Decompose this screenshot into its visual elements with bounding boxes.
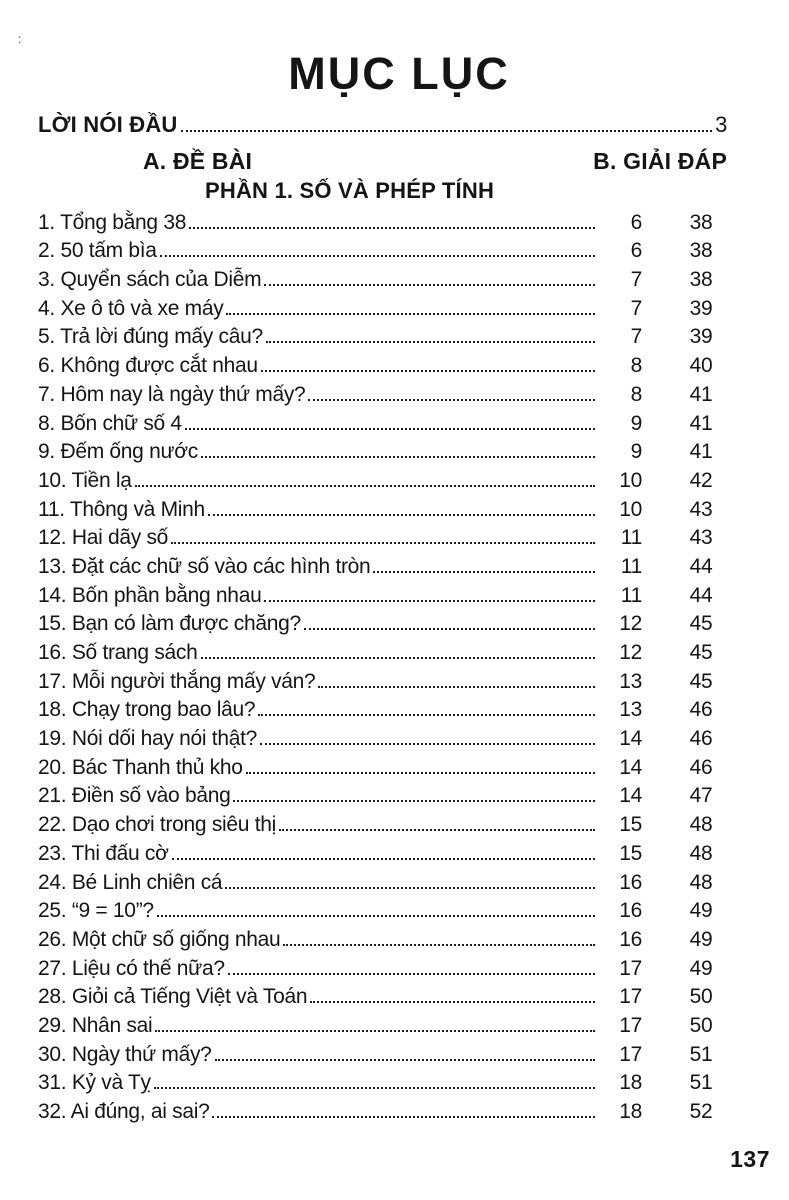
dot-leader	[261, 370, 595, 372]
toc-entry-label: 18. Chạy trong bao lâu?	[38, 698, 256, 722]
problem-page-number: 9	[630, 440, 642, 464]
answer-page-number: 50	[689, 1013, 713, 1037]
toc-entry-label: 4. Xe ô tô và xe máy	[38, 296, 224, 320]
answer-page-number: 51	[689, 1042, 713, 1066]
folio-page-number: 137	[730, 1146, 770, 1172]
dot-leader	[157, 915, 595, 917]
toc-entry-row	[38, 1069, 760, 1098]
toc-entry-label: 15. Bạn có làm được chăng?	[38, 612, 301, 636]
problem-page-number: 17	[619, 1042, 642, 1066]
answer-page-number: 44	[689, 583, 713, 607]
answer-page-number: 46	[689, 727, 713, 751]
answer-page-number: 47	[689, 784, 713, 808]
problem-page-number: 7	[630, 268, 642, 292]
toc-entry-label: 9. Đếm ống nước	[38, 440, 198, 464]
toc-entry-label: 7. Hôm nay là ngày thứ mấy?	[38, 382, 306, 406]
answer-page-number: 49	[689, 899, 713, 923]
toc-entry-row	[38, 381, 760, 410]
answer-page-number: 40	[689, 354, 713, 378]
dot-leader	[260, 743, 595, 745]
answer-page-number: 38	[689, 239, 713, 263]
toc-entry-label: 21. Điền số vào bảng	[38, 784, 231, 808]
toc-entry-row	[38, 668, 760, 697]
toc-entry-row	[38, 840, 760, 869]
toc-entry-label: 28. Giỏi cả Tiếng Việt và Toán	[38, 985, 308, 1009]
toc-entry-row	[38, 955, 760, 984]
toc-entry-label: 26. Một chữ số giống nhau	[38, 927, 281, 951]
toc-entry-label: 25. “9 = 10”?	[38, 899, 154, 923]
problem-page-number: 18	[619, 1100, 642, 1123]
toc-entry-row	[38, 496, 760, 525]
toc-entry-row	[38, 209, 760, 238]
answer-page-number: 43	[689, 497, 713, 521]
dot-leader	[225, 887, 595, 889]
toc-entry-label: 11. Thông và Minh	[38, 497, 205, 521]
dot-leader	[233, 800, 595, 802]
answer-page-number: 45	[689, 612, 713, 636]
toc-entry-label: 16. Số trang sách	[38, 641, 198, 664]
dot-leader	[201, 456, 595, 458]
toc-entry-label: 30. Ngày thứ mấy?	[38, 1042, 212, 1066]
problem-page-number: 8	[630, 382, 642, 406]
dot-leader	[264, 284, 595, 286]
dot-leader	[264, 600, 595, 602]
toc-entry-label: 32. Ai đúng, ai sai?	[38, 1100, 210, 1123]
toc-entry-row	[38, 1012, 760, 1041]
toc-entry-label: 14. Bốn phần bằng nhau	[38, 583, 262, 607]
problem-page-number: 17	[619, 1013, 642, 1037]
dot-leader	[185, 428, 595, 430]
dot-leader	[226, 313, 595, 315]
toc-entry-label: 8. Bốn chữ số 4	[38, 411, 182, 435]
problem-page-number: 18	[619, 1071, 642, 1095]
problem-page-number: 12	[619, 612, 642, 636]
toc-entry-label: 2. 50 tấm bìa	[38, 239, 157, 263]
answer-page-number: 48	[689, 870, 713, 894]
dot-leader	[279, 829, 595, 831]
problem-page-number: 17	[619, 956, 642, 980]
toc-entry-row	[38, 295, 760, 324]
problem-page-number: 13	[619, 669, 642, 693]
toc-entry-label: 24. Bé Linh chiên cá	[38, 870, 223, 894]
problem-page-number: 9	[630, 411, 642, 435]
dot-leader	[246, 772, 595, 774]
answer-page-number: 49	[689, 956, 713, 980]
problem-page-number: 16	[619, 899, 642, 923]
toc-entry-list	[38, 209, 760, 1127]
problem-page-number: 7	[630, 296, 642, 320]
problem-page-number: 10	[619, 468, 642, 492]
toc-entry-label: 27. Liệu có thế nữa?	[38, 956, 225, 980]
problem-page-number: 11	[620, 526, 642, 550]
problem-page-number: 16	[619, 870, 642, 894]
answer-page-number: 45	[689, 669, 713, 693]
dot-leader	[283, 944, 595, 946]
toc-entry-label: 12. Hai dãy số	[38, 526, 169, 550]
column-header-problems: A. ĐỀ BÀI	[143, 147, 253, 174]
problem-page-number: 13	[619, 698, 642, 722]
answer-page-number: 48	[689, 813, 713, 837]
dot-leader	[171, 542, 595, 544]
toc-entry-label: 31. Kỷ và Tỵ	[38, 1071, 151, 1095]
answer-page-number: 43	[689, 526, 713, 550]
toc-entry-label: 6. Không được cắt nhau	[38, 354, 258, 378]
toc-entry-row	[38, 983, 760, 1012]
dot-leader	[189, 227, 595, 229]
dot-leader	[135, 485, 595, 487]
answer-page-number: 51	[689, 1071, 713, 1095]
dot-leader	[258, 714, 595, 716]
answer-page-number: 42	[689, 468, 713, 492]
problem-page-number: 14	[619, 727, 642, 751]
column-header-answers: B. GIẢI ĐÁP	[593, 147, 727, 174]
toc-entry-label: 29. Nhân sai	[38, 1013, 153, 1037]
problem-page-number: 15	[619, 813, 642, 837]
toc-entry-row	[38, 754, 760, 783]
preface-page-number: 3	[715, 112, 727, 137]
problem-page-number: 8	[630, 354, 642, 378]
dot-leader	[155, 1030, 595, 1032]
toc-entry-row	[38, 610, 760, 639]
dot-leader	[208, 514, 595, 516]
toc-entry-label: 19. Nói dối hay nói thật?	[38, 727, 257, 751]
problem-page-number: 15	[619, 841, 642, 865]
answer-page-number: 41	[689, 440, 713, 464]
answer-page-number: 46	[689, 698, 713, 722]
problem-page-number: 6	[630, 239, 642, 263]
dot-leader	[215, 1059, 595, 1061]
toc-entry-row	[38, 438, 760, 467]
answer-page-number: 44	[689, 554, 713, 578]
toc-entry-row	[38, 410, 760, 439]
answer-page-number: 50	[689, 985, 713, 1009]
toc-entry-row	[38, 582, 760, 611]
problem-page-number: 6	[630, 210, 642, 234]
dot-leader	[304, 628, 595, 630]
answer-page-number: 41	[689, 382, 713, 406]
dot-leader	[212, 1116, 595, 1118]
answer-page-number: 46	[689, 755, 713, 779]
problem-page-number: 11	[620, 583, 642, 607]
answer-page-number: 48	[689, 841, 713, 865]
dot-leader	[201, 657, 595, 659]
problem-page-number: 14	[619, 784, 642, 808]
toc-entry-label: 17. Mỗi người thắng mấy ván?	[38, 669, 316, 693]
toc-entry-label: 22. Dạo chơi trong siêu thị	[38, 813, 276, 837]
problem-page-number: 10	[619, 497, 642, 521]
toc-entry-row	[38, 266, 760, 295]
dot-leader	[160, 255, 595, 257]
answer-page-number: 39	[689, 296, 713, 320]
problem-page-number: 14	[619, 755, 642, 779]
toc-entry-row	[38, 869, 760, 898]
answer-page-number: 41	[689, 411, 713, 435]
toc-entry-row	[38, 237, 760, 266]
dot-leader	[308, 399, 595, 401]
dot-leader	[266, 341, 595, 343]
page-title: MỤC LỤC	[288, 48, 510, 99]
toc-entry-row	[38, 1041, 760, 1070]
toc-entry-row	[38, 639, 760, 668]
scan-artifact: :	[18, 32, 22, 46]
problem-page-number: 17	[619, 985, 642, 1009]
answer-page-number: 38	[689, 210, 713, 234]
toc-entry-label: 3. Quyển sách của Diễm	[38, 268, 262, 292]
toc-entry-row	[38, 524, 760, 553]
problem-page-number: 11	[620, 554, 642, 578]
toc-entry-row	[38, 782, 760, 811]
answer-page-number: 39	[689, 325, 713, 349]
toc-entry-row	[38, 553, 760, 582]
toc-entry-row	[38, 323, 760, 352]
toc-entry-row	[38, 696, 760, 725]
toc-entry-label: 1. Tổng bằng 38	[38, 210, 187, 234]
toc-entry-row	[38, 926, 760, 955]
dot-leader	[181, 130, 713, 132]
toc-entry-row	[38, 811, 760, 840]
toc-entry-row	[38, 467, 760, 496]
section-title: PHẦN 1. SỐ VÀ PHÉP TÍNH	[205, 177, 495, 203]
preface-label: LỜI NÓI ĐẦU	[38, 112, 178, 137]
toc-entry-label: 5. Trả lời đúng mấy câu?	[38, 325, 263, 349]
toc-entry-label: 10. Tiền lạ	[38, 468, 132, 492]
dot-leader	[228, 973, 595, 975]
answer-page-number: 45	[689, 641, 713, 664]
column-headers	[38, 147, 760, 176]
answer-page-number: 38	[689, 268, 713, 292]
toc-entry-label: 23. Thi đấu cờ	[38, 841, 169, 865]
dot-leader	[172, 858, 595, 860]
toc-entry-row	[38, 1098, 760, 1127]
toc-entry-row	[38, 725, 760, 754]
toc-entry-row	[38, 897, 760, 926]
toc-entry-row	[38, 352, 760, 381]
problem-page-number: 7	[630, 325, 642, 349]
dot-leader	[373, 571, 595, 573]
dot-leader	[154, 1087, 595, 1089]
problem-page-number: 12	[619, 641, 642, 664]
dot-leader	[318, 686, 595, 688]
toc-entry-label: 20. Bác Thanh thủ kho	[38, 755, 243, 779]
preface-row	[38, 111, 760, 140]
answer-page-number: 49	[689, 927, 713, 951]
problem-page-number: 16	[619, 927, 642, 951]
dot-leader	[310, 1001, 595, 1003]
answer-page-number: 52	[689, 1100, 713, 1123]
toc-entry-label: 13. Đặt các chữ số vào các hình tròn	[38, 554, 371, 578]
